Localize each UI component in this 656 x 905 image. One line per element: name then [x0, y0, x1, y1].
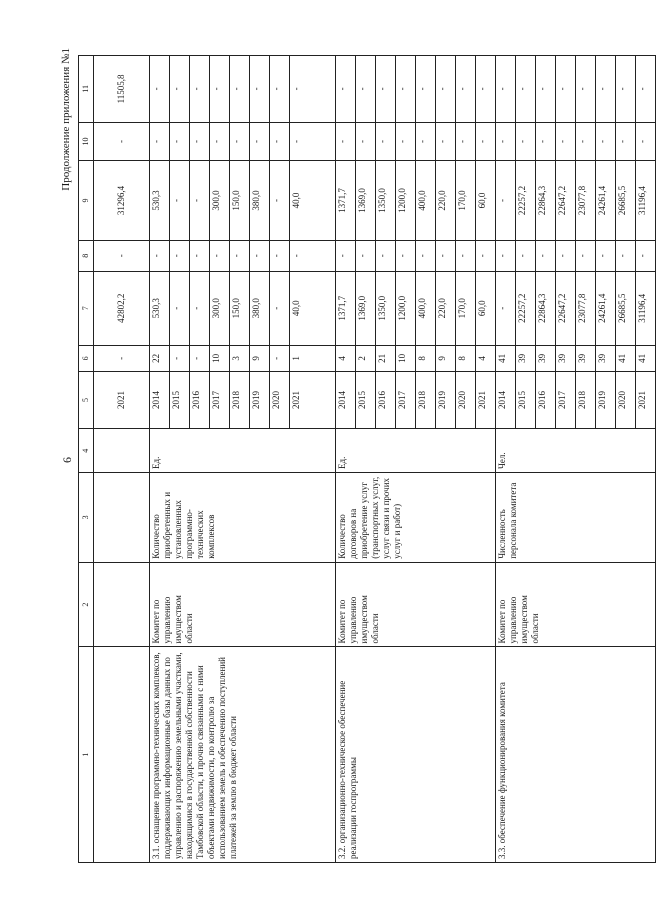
- year-cell: 2015: [516, 371, 536, 429]
- value-cell: -: [436, 56, 456, 123]
- value-cell: -: [150, 56, 170, 123]
- value-cell: 400,0: [416, 161, 436, 241]
- value-cell: -: [290, 122, 336, 160]
- year-cell: 2020: [270, 371, 290, 429]
- column-number: 8: [79, 240, 94, 271]
- value-cell: -: [576, 240, 596, 271]
- value-cell: 26685,5: [616, 161, 636, 241]
- value-cell: -: [190, 240, 210, 271]
- value-cell: -: [636, 122, 656, 160]
- column-number: 6: [79, 346, 94, 372]
- year-cell: 2015: [170, 371, 190, 429]
- value-cell: -: [616, 56, 636, 123]
- value-cell: -: [94, 240, 150, 271]
- unit-cell: Ед.: [150, 429, 336, 473]
- value-cell: 22864,3: [536, 271, 556, 345]
- value-cell: -: [190, 122, 210, 160]
- executor-cell: Комитет по управлению имуществом области: [496, 562, 656, 647]
- value-cell: -: [94, 122, 150, 160]
- value-cell: 530,3: [150, 161, 170, 241]
- value-cell: -: [416, 122, 436, 160]
- value-cell: -: [536, 240, 556, 271]
- value-cell: -: [436, 240, 456, 271]
- empty-cell: [94, 429, 150, 473]
- value-cell: -: [416, 240, 436, 271]
- empty-cell: [94, 647, 150, 863]
- value-cell: 23077,8: [576, 271, 596, 345]
- value-cell: 1350,0: [376, 161, 396, 241]
- value-cell: -: [190, 56, 210, 123]
- column-number: 1: [79, 647, 94, 863]
- value-cell: 60,0: [476, 271, 496, 345]
- value-cell: -: [230, 56, 250, 123]
- year-cell: 2016: [376, 371, 396, 429]
- value-cell: 170,0: [456, 271, 476, 345]
- table-row: [496, 56, 516, 863]
- value-cell: -: [616, 240, 636, 271]
- value-cell: -: [170, 271, 190, 345]
- year-cell: 2014: [336, 371, 356, 429]
- value-cell: -: [250, 122, 270, 160]
- value-cell: -: [496, 56, 516, 123]
- empty-cell: [94, 473, 150, 563]
- value-cell: -: [476, 240, 496, 271]
- value-cell: 1200,0: [396, 271, 416, 345]
- year-cell: 2017: [556, 371, 576, 429]
- appendix-label: Продолжение приложения №1: [60, 48, 72, 191]
- value-cell: -: [210, 240, 230, 271]
- value-cell: -: [476, 56, 496, 123]
- column-number: 3: [79, 473, 94, 563]
- year-cell: 2018: [230, 371, 250, 429]
- value-cell: 1200,0: [396, 161, 416, 241]
- value-cell: 41: [616, 346, 636, 372]
- value-cell: 1371,7: [336, 161, 356, 241]
- value-cell: -: [496, 161, 516, 241]
- value-cell: -: [170, 161, 190, 241]
- value-cell: -: [210, 56, 230, 123]
- value-cell: 2: [356, 346, 376, 372]
- value-cell: -: [556, 122, 576, 160]
- value-cell: -: [336, 56, 356, 123]
- value-cell: -: [230, 240, 250, 271]
- value-cell: 21: [376, 346, 396, 372]
- empty-cell: [94, 562, 150, 647]
- page-number: 6: [60, 457, 74, 463]
- value-cell: -: [170, 56, 190, 123]
- value-cell: -: [596, 56, 616, 123]
- year-cell: 2021: [636, 371, 656, 429]
- year-cell: 2021: [476, 371, 496, 429]
- value-cell: 8: [416, 346, 436, 372]
- value-cell: 26685,5: [616, 271, 636, 345]
- value-cell: 10: [210, 346, 230, 372]
- table-row: [94, 56, 150, 863]
- value-cell: -: [516, 122, 536, 160]
- value-cell: 220,0: [436, 161, 456, 241]
- value-cell: 9: [250, 346, 270, 372]
- value-cell: -: [376, 122, 396, 160]
- value-cell: -: [190, 161, 210, 241]
- value-cell: -: [396, 240, 416, 271]
- year-cell: 2017: [210, 371, 230, 429]
- value-cell: -: [516, 56, 536, 123]
- value-cell: -: [476, 122, 496, 160]
- value-cell: -: [496, 271, 516, 345]
- column-number: 5: [79, 371, 94, 429]
- unit-cell: Чел.: [496, 429, 656, 473]
- indicator-cell: Количество приобретенных и установленных программно-технических комплексов: [150, 473, 336, 563]
- activity-cell: 3.3. обеспечение функционирования комитета: [496, 647, 656, 863]
- value-cell: -: [170, 122, 190, 160]
- year-cell: 2014: [150, 371, 170, 429]
- value-cell: -: [536, 122, 556, 160]
- value-cell: 150,0: [230, 271, 250, 345]
- value-cell: -: [536, 56, 556, 123]
- value-cell: -: [150, 122, 170, 160]
- value-cell: -: [270, 56, 290, 123]
- value-cell: -: [170, 240, 190, 271]
- activity-cell: 3.2. организационно-техническое обеспечение реализации госпрограммы: [336, 647, 496, 863]
- value-cell: -: [250, 240, 270, 271]
- value-cell: -: [270, 240, 290, 271]
- value-cell: 31196,4: [636, 161, 656, 241]
- value-cell: 31296,4: [94, 161, 150, 241]
- value-cell: 4: [336, 346, 356, 372]
- value-cell: -: [356, 56, 376, 123]
- value-cell: -: [496, 122, 516, 160]
- value-cell: -: [270, 346, 290, 372]
- value-cell: 22647,2: [556, 161, 576, 241]
- value-cell: -: [376, 240, 396, 271]
- value-cell: 39: [536, 346, 556, 372]
- value-cell: 300,0: [210, 271, 230, 345]
- executor-cell: Комитет по управлению имуществом области: [150, 562, 336, 647]
- value-cell: 9: [436, 346, 456, 372]
- value-cell: -: [356, 122, 376, 160]
- value-cell: 530,3: [150, 271, 170, 345]
- value-cell: 40,0: [290, 271, 336, 345]
- value-cell: 220,0: [436, 271, 456, 345]
- value-cell: 23077,8: [576, 161, 596, 241]
- column-number-row: [79, 56, 94, 863]
- year-cell: 2014: [496, 371, 516, 429]
- value-cell: -: [556, 56, 576, 123]
- value-cell: 1350,0: [376, 271, 396, 345]
- value-cell: 39: [556, 346, 576, 372]
- value-cell: -: [94, 346, 150, 372]
- year-cell: 2021: [94, 371, 150, 429]
- value-cell: -: [190, 271, 210, 345]
- value-cell: 1369,0: [356, 161, 376, 241]
- value-cell: 40,0: [290, 161, 336, 241]
- year-cell: 2016: [190, 371, 210, 429]
- value-cell: 380,0: [250, 271, 270, 345]
- year-cell: 2016: [536, 371, 556, 429]
- year-cell: 2019: [596, 371, 616, 429]
- value-cell: 400,0: [416, 271, 436, 345]
- value-cell: -: [230, 122, 250, 160]
- table-row: [336, 56, 356, 863]
- value-cell: -: [376, 56, 396, 123]
- value-cell: 170,0: [456, 161, 476, 241]
- activity-cell: 3.1. оснащение программно-технических комплексов, поддерживающих информационные базы данных по управлению и распоряжению земельными участками, находящимися в государственной собственности Тамбовской области, и прочно связанными с ними объектами недвижимости, по контролю за использованием земель и обеспечению поступлений платежей за землю в бюджет области: [150, 647, 336, 863]
- value-cell: 39: [516, 346, 536, 372]
- value-cell: -: [336, 122, 356, 160]
- value-cell: -: [336, 240, 356, 271]
- value-cell: -: [150, 240, 170, 271]
- value-cell: 8: [456, 346, 476, 372]
- value-cell: -: [190, 346, 210, 372]
- value-cell: 31196,4: [636, 271, 656, 345]
- value-cell: 22257,2: [516, 271, 536, 345]
- value-cell: -: [436, 122, 456, 160]
- value-cell: -: [496, 240, 516, 271]
- year-cell: 2019: [436, 371, 456, 429]
- value-cell: 150,0: [230, 161, 250, 241]
- value-cell: 1369,0: [356, 271, 376, 345]
- value-cell: -: [596, 240, 616, 271]
- value-cell: 24261,4: [596, 161, 616, 241]
- value-cell: -: [270, 161, 290, 241]
- value-cell: 22647,2: [556, 271, 576, 345]
- value-cell: -: [170, 346, 190, 372]
- value-cell: 24261,4: [596, 271, 616, 345]
- column-number: 7: [79, 271, 94, 345]
- value-cell: 41: [636, 346, 656, 372]
- value-cell: -: [576, 56, 596, 123]
- value-cell: 22257,2: [516, 161, 536, 241]
- value-cell: -: [456, 122, 476, 160]
- year-cell: 2018: [576, 371, 596, 429]
- value-cell: 1371,7: [336, 271, 356, 345]
- value-cell: -: [636, 56, 656, 123]
- column-number: 2: [79, 562, 94, 647]
- value-cell: 3: [230, 346, 250, 372]
- column-number: 4: [79, 429, 94, 473]
- value-cell: 380,0: [250, 161, 270, 241]
- unit-cell: Ед.: [336, 429, 496, 473]
- value-cell: -: [396, 122, 416, 160]
- year-cell: 2015: [356, 371, 376, 429]
- value-cell: -: [556, 240, 576, 271]
- value-cell: 39: [596, 346, 616, 372]
- value-cell: 60,0: [476, 161, 496, 241]
- value-cell: -: [616, 122, 636, 160]
- executor-cell: Комитет по управлению имуществом области: [336, 562, 496, 647]
- year-cell: 2020: [616, 371, 636, 429]
- year-cell: 2017: [396, 371, 416, 429]
- value-cell: -: [270, 271, 290, 345]
- value-cell: 1: [290, 346, 336, 372]
- value-cell: -: [416, 56, 436, 123]
- indicator-cell: Количество договоров на приобретение услуг (транспортных услуг, услуг связи и прочих услуг и работ): [336, 473, 496, 563]
- column-number: 10: [79, 122, 94, 160]
- value-cell: 22864,3: [536, 161, 556, 241]
- value-cell: 22: [150, 346, 170, 372]
- value-cell: 42802,2: [94, 271, 150, 345]
- column-number: 9: [79, 161, 94, 241]
- value-cell: 39: [576, 346, 596, 372]
- program-table: [78, 55, 656, 863]
- value-cell: -: [636, 240, 656, 271]
- value-cell: -: [396, 56, 416, 123]
- value-cell: -: [270, 122, 290, 160]
- value-cell: 10: [396, 346, 416, 372]
- value-cell: -: [210, 122, 230, 160]
- value-cell: 41: [496, 346, 516, 372]
- year-cell: 2019: [250, 371, 270, 429]
- value-cell: -: [356, 240, 376, 271]
- column-number: 11: [79, 56, 94, 123]
- value-cell: -: [456, 56, 476, 123]
- value-cell: -: [516, 240, 536, 271]
- value-cell: 300,0: [210, 161, 230, 241]
- value-cell: -: [456, 240, 476, 271]
- value-cell: -: [250, 56, 270, 123]
- year-cell: 2018: [416, 371, 436, 429]
- value-cell: 4: [476, 346, 496, 372]
- value-cell: -: [576, 122, 596, 160]
- year-cell: 2021: [290, 371, 336, 429]
- table-row: [150, 56, 170, 863]
- value-cell: -: [596, 122, 616, 160]
- indicator-cell: Численность персонала комитета: [496, 473, 656, 563]
- year-cell: 2020: [456, 371, 476, 429]
- value-cell: -: [290, 56, 336, 123]
- value-cell: 11505,8: [94, 56, 150, 123]
- value-cell: -: [290, 240, 336, 271]
